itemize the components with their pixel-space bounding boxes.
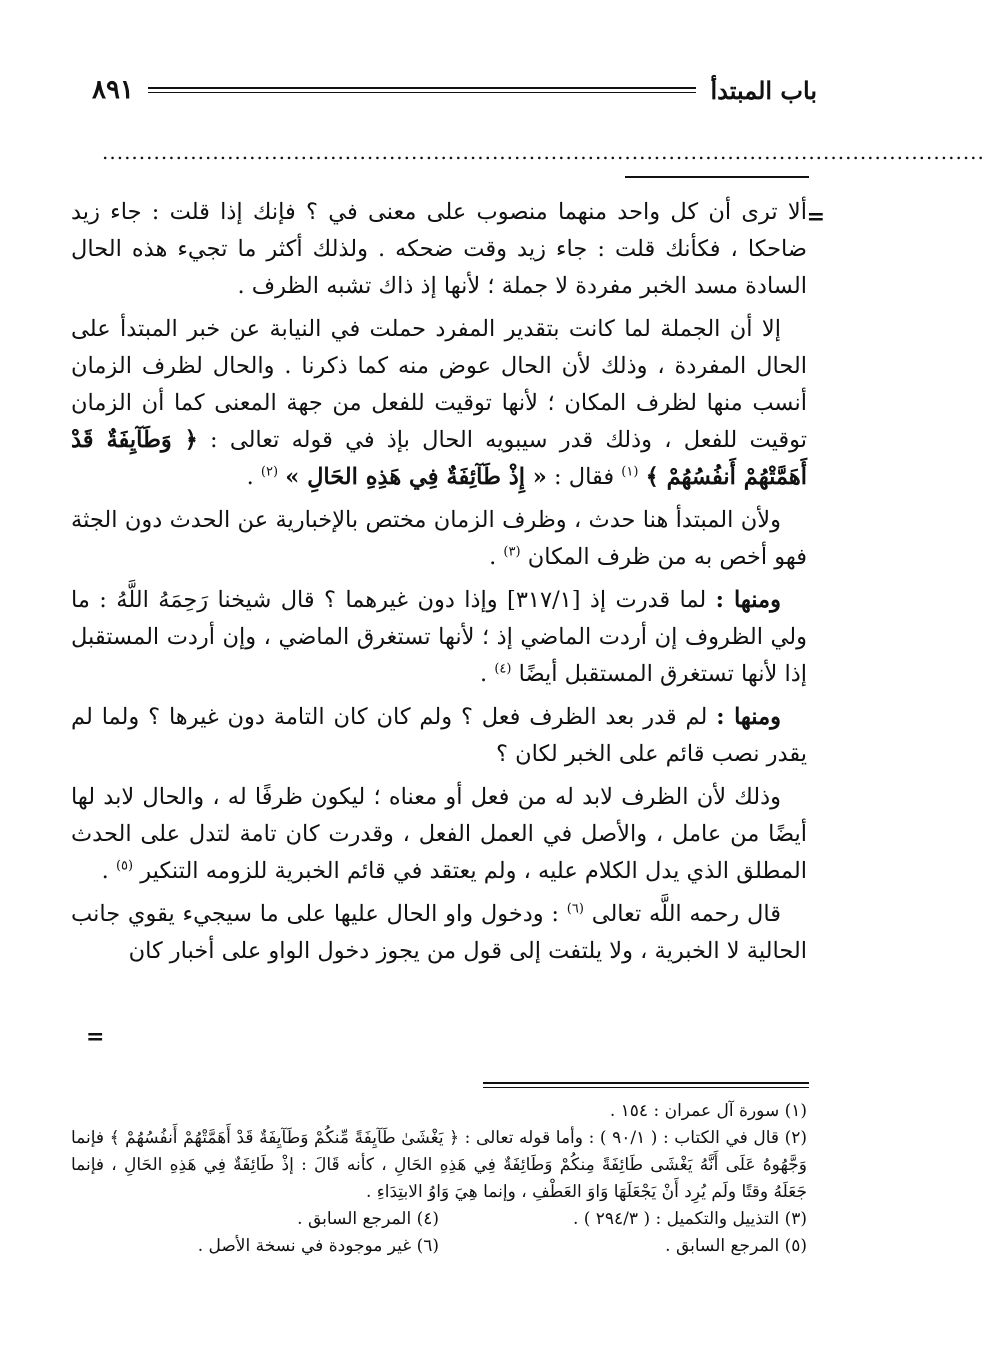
paragraph-5 [71, 699, 807, 773]
quoted-text: « إِذْ طَآئِفَةٌ فِي هَذِهِ الحَالِ » [285, 464, 547, 490]
paragraph-text: . [480, 661, 488, 687]
footnote-ref: (٢) [260, 464, 279, 480]
footnote-ref: (٣) [503, 544, 521, 560]
continuation-mark-top: = [806, 204, 825, 230]
footnote-6: (٦) غير موجودة في نسخة الأصل . [197, 1236, 439, 1256]
footnote-ref: (٦) [566, 901, 584, 917]
dotted-separator: ........................................................................................................................ [102, 140, 985, 164]
footnote-2: (٢) قال في الكتاب : ( ٩٠/١ ) : وأما قوله تعالى : ﴿ يَغْشَىٰ طَآيِفَةً مِّنكُمْ وَطَآيِفَةٌ قَدْ أَهَمَّتْهُمْ أَنفُسُهُمْ ﴾ فإنما وَجَّهُوهُ عَلَى أَنَّهُ يَغْشَى طَائِفَةً مِنكُمْ وَطَائِفَةٌ فِي هَذِهِ الحَالِ ، كأنه قَالَ : إذْ طَائِفَةٌ فِي هَذِهِ الحَالِ ، فإنما جَعَلَهُ وقتًا ولَم يُرِد أَنْ يَجْعَلَهَا وَاوَ العَطْفِ ، وإنما هِيَ وَاوُ الابتِدَاءِ . [71, 1128, 807, 1202]
footnote-ref: (٤) [494, 661, 512, 677]
main-text [71, 194, 807, 976]
paragraph-text: ألا ترى أن كل واحد منهما منصوب على معنى في ؟ فإنك إذا قلت : جاء زيد ضاحكا ، فكأنك قلت : جاء زيد وقت ضحكه . ولذلك أكثر ما تجيء هذه الحال السادة مسد الخبر مفردة لا جملة ؛ لأنها إذ ذاك تشبه الظرف . [71, 199, 807, 299]
quran-quote: ﴿ وَطَآيِفَةٌ قَدْ أَهَمَّتْهُمْ أَنفُسُهُمْ ﴾ [71, 427, 807, 490]
footnote-4: (٤) المرجع السابق . [297, 1209, 439, 1229]
paragraph-2 [71, 311, 807, 496]
paragraph-text: لما قدرت إذ [٣١٧/١] وإذا دون غيرهما ؟ قال شيخنا رَحِمَهُ اللَّهُ : ما ولي الظروف إن أردت الماضي إذ ؛ لأنها تستغرق الماضي ، وإن أردت المستقبل إذا لأنها تستغرق المستقبل أيضًا [71, 587, 807, 687]
paragraph-4 [71, 582, 807, 693]
footnote-rule [483, 1082, 809, 1088]
paragraph-text: ولأن المبتدأ هنا حدث ، وظرف الزمان مختص بالإخبارية عن الحدث دون الجثة فهو أخص به من ظرف المكان [71, 507, 807, 570]
chapter-title: باب المبتدأ [710, 75, 817, 105]
lead-word: ومنها : [716, 704, 782, 730]
paragraph-3 [71, 502, 807, 576]
paragraph-text: وذلك لأن الظرف لابد له من فعل أو معناه ؛ ليكون ظرفًا له ، والحال لابد لها أيضًا من عامل ، والأصل في العمل الفعل ، وقدرت كان تامة لتدل على الحدث المطلق الذي يدل الكلام عليه ، ولم يعتقد في قائم الخبرية للزومه التنكير [71, 784, 807, 884]
lead-word: ومنها : [715, 587, 781, 613]
section-rule [625, 176, 809, 178]
page-number: ٨٩١ [92, 75, 134, 105]
paragraph-7 [71, 896, 807, 970]
paragraph-text: قال رحمه اللَّه تعالى [591, 901, 782, 927]
paragraph-text: . [489, 544, 497, 570]
paragraph-text: . [101, 858, 109, 884]
paragraph-1 [71, 194, 807, 305]
paragraph-6 [71, 779, 807, 890]
header-rule [148, 87, 697, 93]
paragraph-text: : ودخول واو الحال عليها على ما سيجيء يقوي جانب الحالية لا الخبرية ، ولا يلتفت إلى قول من يجوز دخول الواو على أخبار كان [71, 901, 807, 964]
footnote-ref: (٥) [115, 858, 134, 874]
paragraph-text: . [246, 464, 254, 490]
running-header [92, 70, 817, 110]
footnote-row [71, 1206, 807, 1233]
paragraph-text: فقال : [554, 464, 615, 490]
footnote-5: (٥) المرجع السابق . [665, 1236, 807, 1256]
paragraph-text: إلا أن الجملة لما كانت بتقدير المفرد حملت في النيابة عن خبر المبتدأ على الحال المفردة ، وذلك لأن الحال عوض منه كما ذكرنا . والحال لظرف الزمان أنسب منها لظرف المكان ؛ لأنها توقيت للفعل من جهة المعنى كما أن الزمان توقيت للفعل ، وذلك قدر سيبويه الحال بإذ في قوله تعالى : [71, 316, 807, 453]
footnote-3: (٣) التذييل والتكميل : ( ٢٩٤/٣ ) . [572, 1209, 807, 1229]
continuation-mark-bottom: = [86, 1024, 105, 1050]
footnote-row [71, 1233, 807, 1260]
paragraph-text: لم قدر بعد الظرف فعل ؟ ولم كان كان التامة دون غيرها ؟ ولما لم يقدر نصب قائم على الخبر لكان ؟ [71, 704, 807, 767]
footnote-1: (١) سورة آل عمران : ١٥٤ . [609, 1101, 807, 1121]
footnotes [71, 1098, 807, 1260]
footnote-ref: (١) [621, 464, 639, 480]
